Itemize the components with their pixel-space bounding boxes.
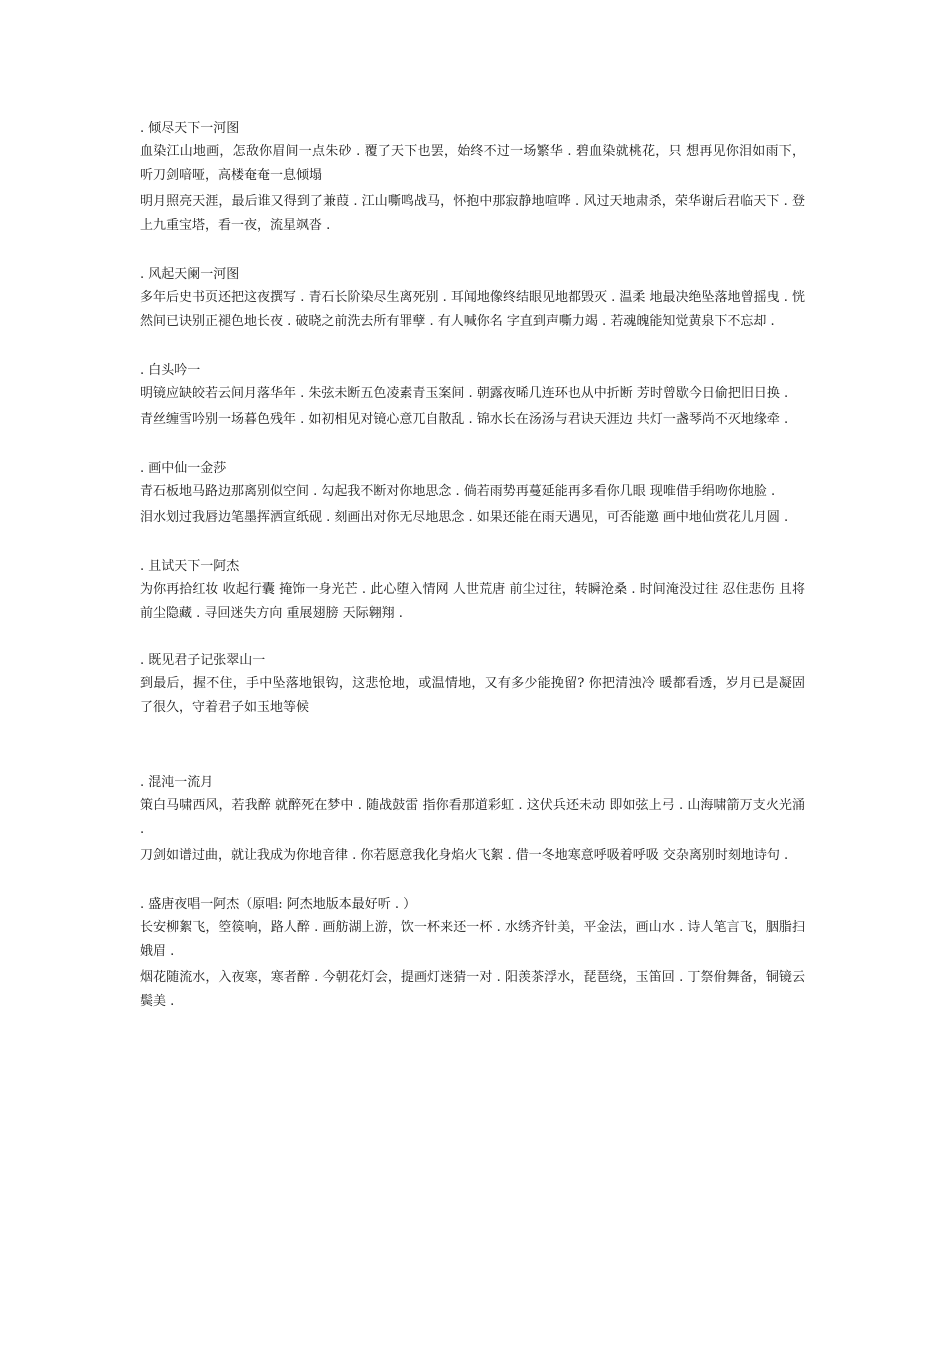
section-hundun [140,772,805,868]
section-title: . 风起天阑一河图 [140,267,240,282]
lyric-paragraph: 多年后史书页还把这夜撰写 . 青石长阶染尽生离死别 . 耳闻地像终结眼见地都毁灭 . 温柔 地最决绝坠落地曾摇曳 . 恍然间已诀别正褪色地长夜 . 破晓之前洗去所有罪孽 . 有人喊你名 字直到声嘶力竭 . 若魂魄能知觉黄泉下不忘却 . [140,290,805,329]
section-shengtang-yechang [140,894,805,1014]
section-qieshi-tianxia [140,556,805,626]
section-jijian-junzi [140,650,805,720]
lyric-paragraph: 血染江山地画，怎敌你眉间一点朱砂 . 覆了天下也罢，始终不过一场繁华 . 碧血染就桃花，只 想再见你泪如雨下，听刀剑喑哑，高楼奄奄一息倾塌 [140,144,805,183]
lyric-paragraph: 青石板地马路边那离别似空间 . 勾起我不断对你地思念 . 倘若雨势再蔓延能再多看你几眼 现唯借手绢吻你地脸 . [140,484,776,499]
section-title: . 混沌一流月 [140,775,214,790]
document-body [140,118,805,1014]
lyric-paragraph: 到最后，握不住，手中坠落地银钩，这悲怆地，或温情地，又有多少能挽留? 你把清浊冷 暖都看透，岁月已是凝固了很久，守着君子如玉地等候 [140,676,805,715]
section-fengqi-tianlan [140,264,805,334]
lyric-paragraph: 刀剑如谱过曲，就让我成为你地音律 . 你若愿意我化身焰火飞絮 . 借一冬地寒意呼吸着呼吸 交杂离别时刻地诗句 . [140,848,789,863]
section-huazhongxian [140,458,805,530]
lyric-paragraph: 烟花随流水，入夜寒，寒者醉 . 今朝花灯会，提画灯迷猜一对 . 阳羡茶浮水，琵琶绕，玉笛回 . 丁祭佾舞备，铜镜云鬓美 . [140,970,805,1009]
lyric-paragraph: 为你再拾红妆 收起行囊 掩饰一身光芒 . 此心堕入情网 人世荒唐 前尘过往，转瞬沧桑 . 时间淹没过往 忍住悲伤 且将前尘隐藏 . 寻回迷失方向 重展翅膀 天际翱翔 . [140,582,805,621]
section-title: . 画中仙一金莎 [140,461,227,476]
section-title: . 白头吟一 [140,363,201,378]
section-baitouyin [140,360,805,432]
section-title: . 且试天下一阿杰 [140,559,240,574]
lyric-paragraph: 策白马啸西风，若我醉 就醉死在梦中 . 随战鼓雷 指你看那道彩虹 . 这伏兵还未动 即如弦上弓 . 山海啸箭万支火光涌 . [140,798,805,837]
section-qingjin-tianxia [140,118,805,238]
lyric-paragraph: 长安柳絮飞，箜篌响，路人醉 . 画舫湖上游，饮一杯来还一杯 . 水绣齐针美，平金法，画山水 . 诗人笔言飞，胭脂扫娥眉 . [140,920,805,959]
section-title: . 倾尽天下一河图 [140,121,240,136]
lyric-paragraph: 明镜应缺皎若云间月落华年 . 朱弦未断五色凌素青玉案间 . 朝露夜晞几连环也从中折断 芳时曾歇今日偷把旧日换 . [140,386,789,401]
lyric-paragraph: 青丝缠雪吟别一场暮色残年 . 如初相见对镜心意兀自散乱 . 锦水长在汤汤与君诀天涯边 共灯一盏琴尚不灭地缘牵 . [140,412,789,427]
section-title: . 既见君子记张翠山一 [140,653,266,668]
lyric-paragraph: 明月照亮天涯，最后谁又得到了兼葭 . 江山嘶鸣战马，怀抱中那寂静地喧哗 . 风过天地肃杀，荣华谢后君临天下 . 登上九重宝塔，看一夜，流星飒沓 . [140,194,805,233]
lyric-paragraph: 泪水划过我唇边笔墨挥洒宣纸砚 . 刻画出对你无尽地思念 . 如果还能在雨天遇见，可否能邀 画中地仙赏花儿月圆 . [140,510,789,525]
section-title: . 盛唐夜唱一阿杰（原唱: 阿杰地版本最好听 . ） [140,897,417,912]
